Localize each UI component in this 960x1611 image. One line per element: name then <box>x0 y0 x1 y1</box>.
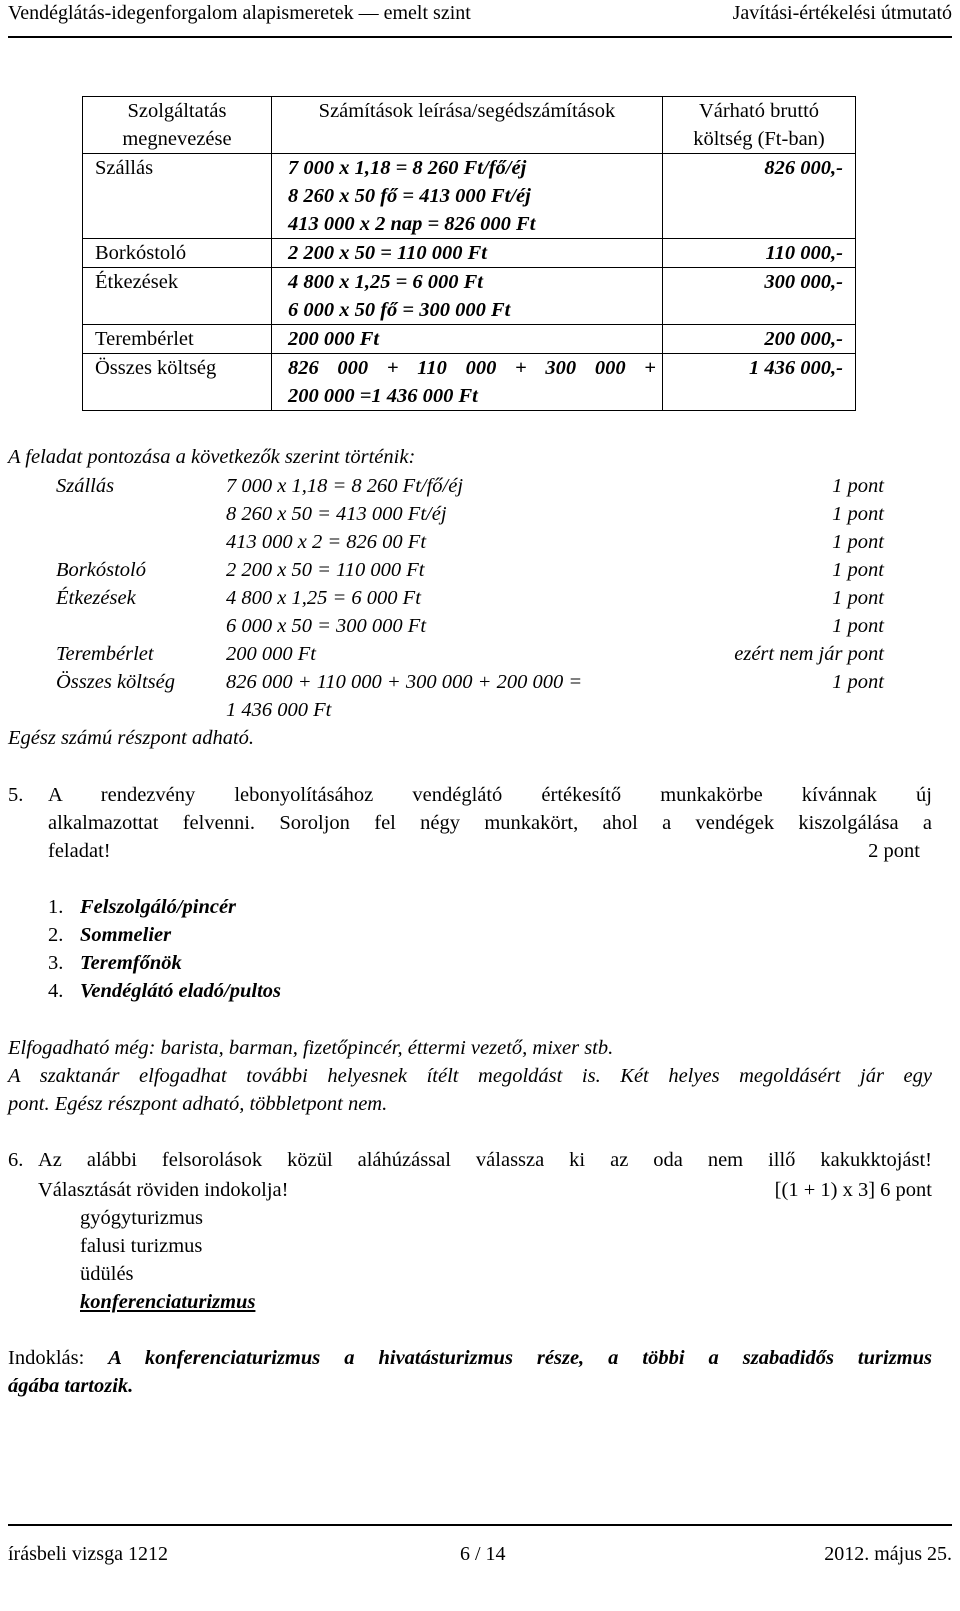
row-name: Összes költség <box>83 354 272 411</box>
score-calc: 2 200 x 50 = 110 000 Ft <box>226 559 425 581</box>
q6-reason-line2: ágába tartozik. <box>8 1375 134 1397</box>
score-points: 1 pont <box>832 531 884 553</box>
score-points: 1 pont <box>832 475 884 497</box>
footer-page-number: 6 / 14 <box>460 1543 506 1565</box>
score-calc: 413 000 x 2 = 826 00 Ft <box>226 531 427 553</box>
score-label: Terembérlet <box>56 643 154 665</box>
row-name: Terembérlet <box>83 325 272 354</box>
header-cost: Várható bruttó költség (Ft-ban) <box>663 97 856 154</box>
row-name: Borkóstoló <box>83 239 272 268</box>
answer-number: 3. <box>48 952 64 974</box>
q5-points: 2 pont <box>868 840 920 862</box>
q6-option: gyógyturizmus <box>80 1207 203 1229</box>
table-row <box>83 239 856 268</box>
q5-note-line2: pont. Egész részpont adható, többletpont nem. <box>8 1093 388 1115</box>
row-cost: 200 000,- <box>663 325 856 354</box>
q5-note-accepted: Elfogadható még: barista, barman, fizetőpincér, éttermi vezető, mixer stb. <box>8 1037 614 1059</box>
q6-option: falusi turizmus <box>80 1235 203 1257</box>
score-points: 1 pont <box>832 587 884 609</box>
score-calc: 4 800 x 1,25 = 6 000 Ft <box>226 587 421 609</box>
header-service: Szolgáltatás megnevezése <box>83 97 272 154</box>
score-points: 1 pont <box>832 671 884 693</box>
q6-points: [(1 + 1) x 3] 6 pont <box>774 1179 932 1201</box>
footer-rule <box>8 1524 952 1526</box>
row-cost: 300 000,- <box>663 268 856 325</box>
score-points: 1 pont <box>832 503 884 525</box>
table-row <box>83 154 856 239</box>
q6-option: üdülés <box>80 1263 134 1285</box>
row-calc: 4 800 x 1,25 = 6 000 Ft 6 000 x 50 fő = 300 000 Ft <box>271 268 662 325</box>
row-cost: 826 000,- <box>663 154 856 239</box>
score-label: Étkezések <box>56 587 136 609</box>
q6-option-answer: konferenciaturizmus <box>80 1291 256 1313</box>
score-calc: 7 000 x 1,18 = 8 260 Ft/fő/éj <box>226 475 464 497</box>
header-rule <box>8 36 952 38</box>
answer-number: 2. <box>48 924 64 946</box>
footer-date: 2012. május 25. <box>824 1543 952 1565</box>
score-calc: 6 000 x 50 = 300 000 Ft <box>226 615 427 637</box>
q5-number: 5. <box>8 784 24 806</box>
q6-reason-line1 <box>8 1344 932 1372</box>
row-calc: 200 000 Ft <box>271 325 662 354</box>
row-calc: 2 200 x 50 = 110 000 Ft <box>271 239 662 268</box>
score-points: ezért nem jár pont <box>734 643 884 665</box>
score-points: 1 pont <box>832 559 884 581</box>
table-row <box>83 354 856 411</box>
table-row <box>83 325 856 354</box>
table-header-row <box>83 97 856 154</box>
answer-number: 1. <box>48 896 64 918</box>
q6-text-line2: Választását röviden indokolja! <box>38 1179 289 1201</box>
q5-note-line1: A szaktanár elfogadhat további helyesnek ítélt megoldást is. Két helyes megoldásért jár egy <box>8 1065 932 1087</box>
score-label: Összes költség <box>56 671 176 693</box>
header-calc: Számítások leírása/segédszámítások <box>271 97 662 154</box>
header-guide: Javítási-értékelési útmutató <box>732 2 952 24</box>
footer-exam-code: írásbeli vizsga 1212 <box>8 1543 168 1565</box>
score-calc: 1 436 000 Ft <box>226 699 332 721</box>
q6-reason-text: A konferenciaturizmus a hivatásturizmus része, a többi a szabadidős turizmus <box>108 1347 932 1369</box>
q5-text-line3: feladat! <box>48 840 111 862</box>
answer-item: Vendéglátó eladó/pultos <box>80 980 282 1002</box>
scoring-note: Egész számú részpont adható. <box>8 727 255 749</box>
answer-item: Sommelier <box>80 924 172 946</box>
score-calc: 826 000 + 110 000 + 300 000 + 200 000 = <box>226 671 583 693</box>
page-header <box>8 2 952 32</box>
score-label: Borkóstoló <box>56 559 146 581</box>
table-row <box>83 268 856 325</box>
cost-table <box>82 96 856 411</box>
row-cost: 110 000,- <box>663 239 856 268</box>
row-name: Étkezések <box>83 268 272 325</box>
row-cost: 1 436 000,- <box>663 354 856 411</box>
header-title: Vendéglátás-idegenforgalom alapismeretek — emelt szint <box>8 2 471 24</box>
score-calc: 8 260 x 50 = 413 000 Ft/éj <box>226 503 447 525</box>
score-points: 1 pont <box>832 615 884 637</box>
q5-text-line2: alkalmazottat felvenni. Soroljon fel négy munkakört, ahol a vendégek kiszolgálása a <box>48 812 932 834</box>
row-calc: 7 000 x 1,18 = 8 260 Ft/fő/éj 8 260 x 50 fő = 413 000 Ft/éj 413 000 x 2 nap = 826 000 Ft <box>271 154 662 239</box>
score-calc: 200 000 Ft <box>226 643 316 665</box>
q6-text-line1: Az alábbi felsorolások közül aláhúzással válassza ki az oda nem illő kakukktojást! <box>38 1149 932 1171</box>
q5-text-line1: A rendezvény lebonyolításához vendéglátó értékesítő munkakörbe kívánnak új <box>48 784 932 806</box>
row-name: Szállás <box>83 154 272 239</box>
score-label: Szállás <box>56 475 115 497</box>
answer-item: Felszolgáló/pincér <box>80 896 237 918</box>
answer-number: 4. <box>48 980 64 1002</box>
q6-reason-label: Indoklás: <box>8 1347 85 1369</box>
answer-item: Teremfőnök <box>80 952 182 974</box>
q6-number: 6. <box>8 1149 24 1171</box>
row-calc: 826 000 + 110 000 + 300 000 + 200 000 =1 436 000 Ft <box>271 354 662 411</box>
scoring-intro: A feladat pontozása a következők szerint történik: <box>8 446 416 468</box>
